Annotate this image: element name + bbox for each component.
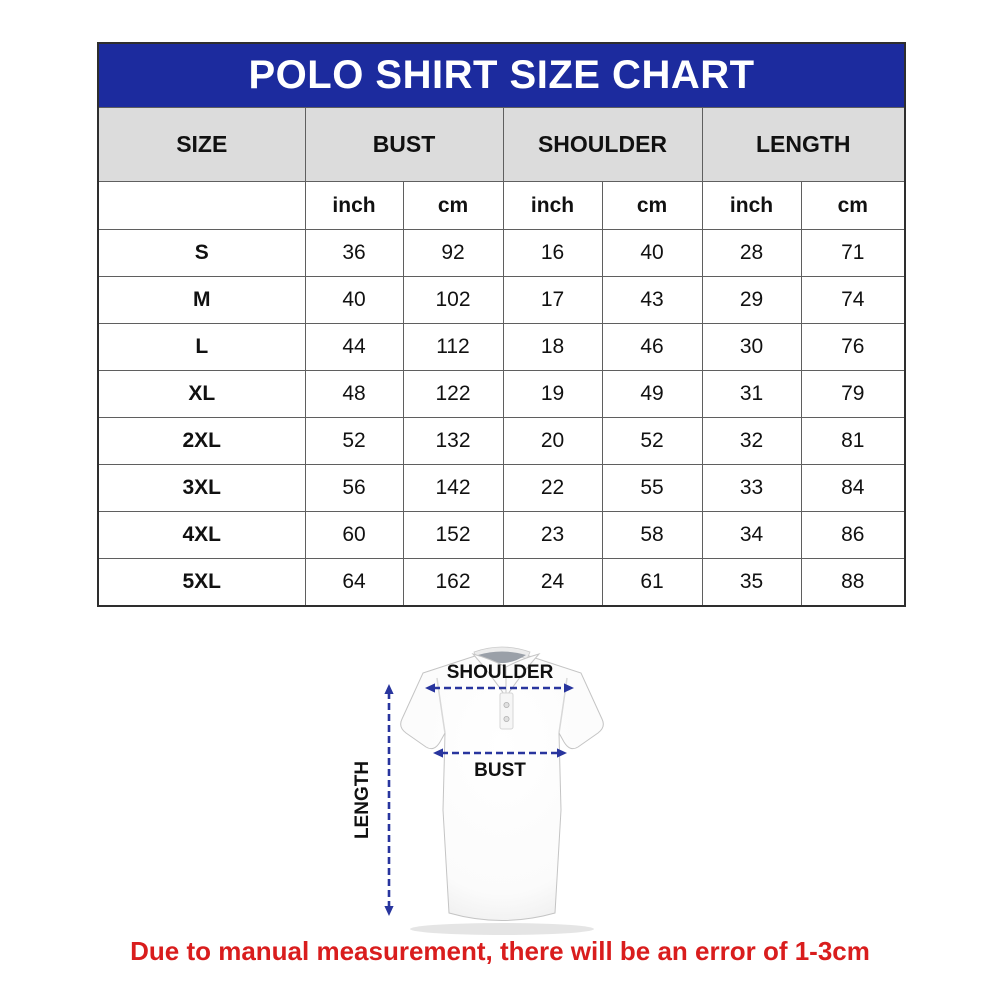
cell-value: 112 — [403, 324, 503, 371]
size-table — [97, 42, 906, 607]
cell-value: 52 — [305, 418, 403, 465]
cell-value: 88 — [801, 559, 905, 606]
cell-value: 31 — [702, 371, 801, 418]
cell-value: 43 — [602, 277, 702, 324]
cell-value: 122 — [403, 371, 503, 418]
cell-value: 24 — [503, 559, 602, 606]
cell-value: 44 — [305, 324, 403, 371]
table-row — [98, 371, 905, 418]
cell-value: 17 — [503, 277, 602, 324]
shoulder-label: SHOULDER — [446, 662, 554, 683]
table-row — [98, 324, 905, 371]
cell-value: 20 — [503, 418, 602, 465]
cell-value: 23 — [503, 512, 602, 559]
cell-value: 84 — [801, 465, 905, 512]
table-row — [98, 277, 905, 324]
unit-header-length-cm: cm — [801, 182, 905, 230]
title-banner — [98, 43, 905, 108]
cell-value: 29 — [702, 277, 801, 324]
unit-header-row — [98, 182, 905, 230]
cell-value: 92 — [403, 230, 503, 277]
table-row — [98, 465, 905, 512]
measurement-note: Due to manual measurement, there will be an error of 1-3cm — [130, 936, 870, 966]
cell-value: 18 — [503, 324, 602, 371]
col-header-shoulder: SHOULDER — [503, 108, 702, 182]
cell-value: 36 — [305, 230, 403, 277]
cell-value: 16 — [503, 230, 602, 277]
cell-value: 71 — [801, 230, 905, 277]
size-label: S — [98, 230, 305, 277]
size-label: 4XL — [98, 512, 305, 559]
polo-shirt-measure-diagram — [340, 645, 660, 940]
cell-value: 28 — [702, 230, 801, 277]
cell-value: 46 — [602, 324, 702, 371]
cell-value: 33 — [702, 465, 801, 512]
placket — [500, 693, 513, 729]
cell-value: 48 — [305, 371, 403, 418]
shirt-shadow — [410, 923, 594, 935]
cell-value: 81 — [801, 418, 905, 465]
size-label: M — [98, 277, 305, 324]
unit-header-shoulder-cm: cm — [602, 182, 702, 230]
cell-value: 40 — [305, 277, 403, 324]
cell-value: 152 — [403, 512, 503, 559]
cell-value: 74 — [801, 277, 905, 324]
cell-value: 132 — [403, 418, 503, 465]
cell-value: 61 — [602, 559, 702, 606]
cell-value: 60 — [305, 512, 403, 559]
cell-value: 30 — [702, 324, 801, 371]
corner-cell — [98, 182, 305, 230]
cell-value: 86 — [801, 512, 905, 559]
col-header-bust: BUST — [305, 108, 503, 182]
unit-header-bust-inch: inch — [305, 182, 403, 230]
cell-value: 56 — [305, 465, 403, 512]
size-label: L — [98, 324, 305, 371]
cell-value: 162 — [403, 559, 503, 606]
cell-value: 58 — [602, 512, 702, 559]
cell-value: 102 — [403, 277, 503, 324]
table-row — [98, 418, 905, 465]
page-title: POLO SHIRT SIZE CHART — [248, 53, 755, 97]
cell-value: 76 — [801, 324, 905, 371]
group-header-row — [98, 108, 905, 182]
size-label: 3XL — [98, 465, 305, 512]
cell-value: 40 — [602, 230, 702, 277]
table-row — [98, 512, 905, 559]
cell-value: 52 — [602, 418, 702, 465]
col-header-size: SIZE — [98, 108, 305, 182]
cell-value: 64 — [305, 559, 403, 606]
size-label: XL — [98, 371, 305, 418]
cell-value: 142 — [403, 465, 503, 512]
col-header-length: LENGTH — [702, 108, 905, 182]
button-bottom — [504, 716, 509, 721]
unit-header-length-inch: inch — [702, 182, 801, 230]
length-label: LENGTH — [352, 760, 373, 840]
size-label: 5XL — [98, 559, 305, 606]
cell-value: 19 — [503, 371, 602, 418]
cell-value: 32 — [702, 418, 801, 465]
cell-value: 49 — [602, 371, 702, 418]
size-label: 2XL — [98, 418, 305, 465]
unit-header-shoulder-inch: inch — [503, 182, 602, 230]
table-row — [98, 559, 905, 606]
cell-value: 79 — [801, 371, 905, 418]
title-banner-row — [98, 43, 905, 108]
length-arrow — [384, 684, 393, 916]
bust-label: BUST — [474, 760, 526, 781]
button-top — [504, 702, 509, 707]
cell-value: 34 — [702, 512, 801, 559]
unit-header-bust-cm: cm — [403, 182, 503, 230]
table-row — [98, 230, 905, 277]
cell-value: 55 — [602, 465, 702, 512]
cell-value: 35 — [702, 559, 801, 606]
cell-value: 22 — [503, 465, 602, 512]
